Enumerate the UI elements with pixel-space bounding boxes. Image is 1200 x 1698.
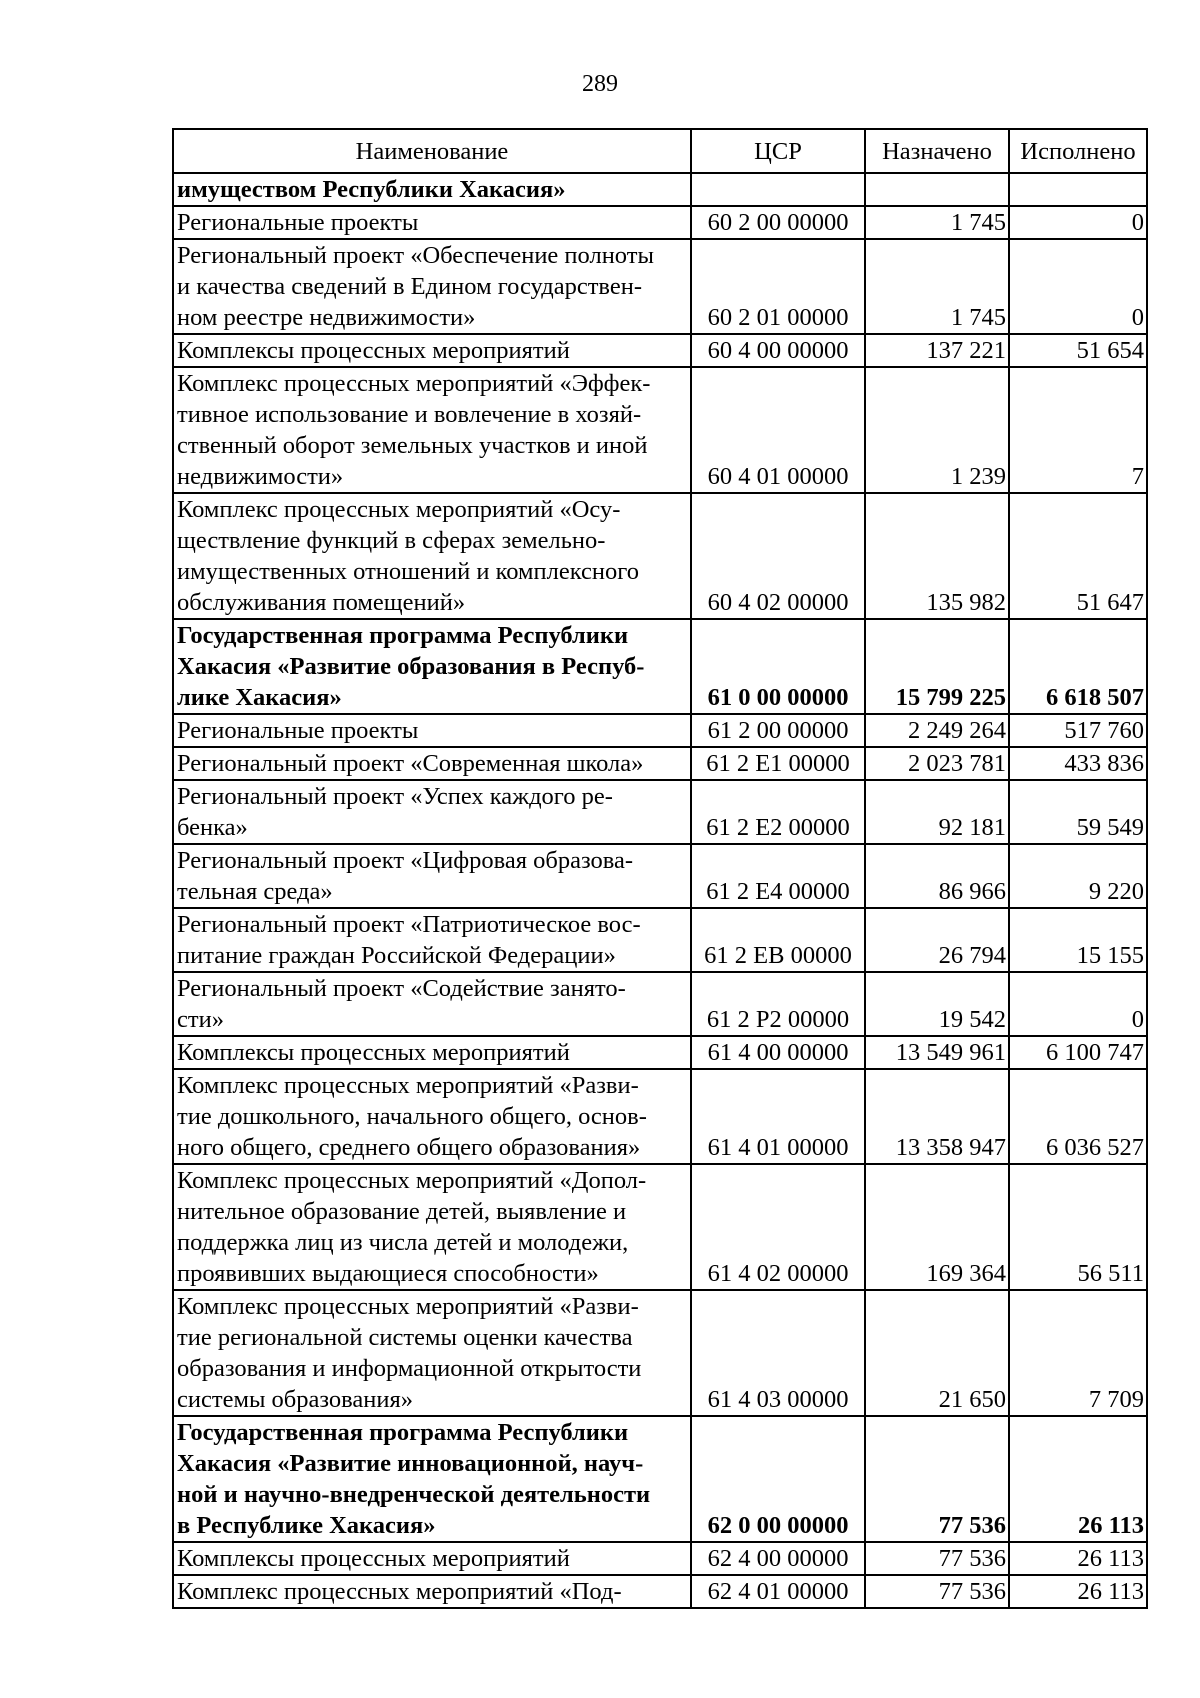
cell-csr: 60 2 00 00000 — [691, 206, 865, 239]
cell-csr: 62 4 01 00000 — [691, 1575, 865, 1608]
cell-name: Региональный проект «Цифровая образова- тельная среда» — [173, 844, 691, 908]
cell-assigned: 1 745 — [865, 206, 1009, 239]
cell-csr: 60 4 02 00000 — [691, 493, 865, 619]
cell-executed: 0 — [1009, 972, 1147, 1036]
cell-name: Комплексы процессных мероприятий — [173, 334, 691, 367]
cell-assigned: 26 794 — [865, 908, 1009, 972]
cell-name: Государственная программа Республики Хакасия «Развитие инновационной, науч- ной и научно-внедренческой деятельности в Республике Хакасия» — [173, 1416, 691, 1542]
cell-csr: 61 2 E1 00000 — [691, 747, 865, 780]
table-body — [173, 173, 1147, 1608]
cell-csr: 60 4 00 00000 — [691, 334, 865, 367]
cell-name: Комплекс процессных мероприятий «Разви- тие дошкольного, начального общего, основ- ного общего, среднего общего образования» — [173, 1069, 691, 1164]
cell-executed: 51 647 — [1009, 493, 1147, 619]
table-row — [173, 1036, 1147, 1069]
cell-name: Комплексы процессных мероприятий — [173, 1036, 691, 1069]
cell-executed — [1009, 173, 1147, 206]
column-header-executed: Исполнено — [1009, 129, 1147, 173]
table-header — [173, 129, 1147, 173]
cell-executed: 9 220 — [1009, 844, 1147, 908]
table-row — [173, 1542, 1147, 1575]
cell-name: Региональный проект «Обеспечение полноты и качества сведений в Едином государствен- ном реестре недвижимости» — [173, 239, 691, 334]
cell-name: Комплекс процессных мероприятий «Допол- нительное образование детей, выявление и поддержка лиц из числа детей и молодежи, проявивших выдающиеся способности» — [173, 1164, 691, 1290]
cell-csr: 61 4 02 00000 — [691, 1164, 865, 1290]
cell-assigned: 19 542 — [865, 972, 1009, 1036]
cell-assigned: 21 650 — [865, 1290, 1009, 1416]
cell-name: Комплекс процессных мероприятий «Разви- тие региональной системы оценки качества образования и информационной открытости системы образования» — [173, 1290, 691, 1416]
cell-csr: 61 0 00 00000 — [691, 619, 865, 714]
table-row — [173, 1164, 1147, 1290]
cell-assigned: 135 982 — [865, 493, 1009, 619]
column-header-assigned: Назначено — [865, 129, 1009, 173]
table-row — [173, 1575, 1147, 1608]
cell-executed: 7 709 — [1009, 1290, 1147, 1416]
cell-csr: 61 2 P2 00000 — [691, 972, 865, 1036]
cell-executed: 26 113 — [1009, 1416, 1147, 1542]
page-number: 289 — [582, 71, 618, 97]
cell-executed: 6 618 507 — [1009, 619, 1147, 714]
cell-assigned — [865, 173, 1009, 206]
cell-executed: 51 654 — [1009, 334, 1147, 367]
cell-assigned: 137 221 — [865, 334, 1009, 367]
cell-assigned: 1 239 — [865, 367, 1009, 493]
table-row — [173, 173, 1147, 206]
table-row — [173, 1290, 1147, 1416]
table-row — [173, 1416, 1147, 1542]
table-row — [173, 619, 1147, 714]
cell-csr: 62 4 00 00000 — [691, 1542, 865, 1575]
cell-name: Комплексы процессных мероприятий — [173, 1542, 691, 1575]
cell-name: Государственная программа Республики Хакасия «Развитие образования в Респуб- лике Хакасия» — [173, 619, 691, 714]
cell-assigned: 1 745 — [865, 239, 1009, 334]
table-row — [173, 367, 1147, 493]
table-row — [173, 334, 1147, 367]
cell-executed: 0 — [1009, 206, 1147, 239]
table-row — [173, 239, 1147, 334]
table-row — [173, 493, 1147, 619]
cell-name: имуществом Республики Хакасия» — [173, 173, 691, 206]
cell-assigned: 13 549 961 — [865, 1036, 1009, 1069]
cell-executed: 15 155 — [1009, 908, 1147, 972]
cell-assigned: 92 181 — [865, 780, 1009, 844]
cell-executed: 433 836 — [1009, 747, 1147, 780]
cell-csr: 62 0 00 00000 — [691, 1416, 865, 1542]
cell-name: Региональный проект «Современная школа» — [173, 747, 691, 780]
cell-assigned: 2 023 781 — [865, 747, 1009, 780]
cell-executed: 7 — [1009, 367, 1147, 493]
cell-name: Региональные проекты — [173, 206, 691, 239]
cell-executed: 6 036 527 — [1009, 1069, 1147, 1164]
cell-name: Региональный проект «Патриотическое вос- питание граждан Российской Федерации» — [173, 908, 691, 972]
cell-assigned: 77 536 — [865, 1542, 1009, 1575]
cell-executed: 59 549 — [1009, 780, 1147, 844]
cell-name: Региональные проекты — [173, 714, 691, 747]
table-row — [173, 844, 1147, 908]
table-row — [173, 972, 1147, 1036]
cell-csr: 61 2 E4 00000 — [691, 844, 865, 908]
cell-name: Региональный проект «Содействие занято- сти» — [173, 972, 691, 1036]
cell-assigned: 15 799 225 — [865, 619, 1009, 714]
cell-csr: 60 4 01 00000 — [691, 367, 865, 493]
cell-assigned: 2 249 264 — [865, 714, 1009, 747]
cell-csr: 61 2 00 00000 — [691, 714, 865, 747]
table-row — [173, 908, 1147, 972]
cell-executed: 517 760 — [1009, 714, 1147, 747]
cell-executed: 26 113 — [1009, 1575, 1147, 1608]
cell-csr: 61 2 EB 00000 — [691, 908, 865, 972]
cell-csr: 60 2 01 00000 — [691, 239, 865, 334]
cell-name: Комплекс процессных мероприятий «Под- — [173, 1575, 691, 1608]
table-row — [173, 747, 1147, 780]
cell-csr: 61 4 00 00000 — [691, 1036, 865, 1069]
cell-assigned: 13 358 947 — [865, 1069, 1009, 1164]
header-row — [173, 129, 1147, 173]
cell-executed: 56 511 — [1009, 1164, 1147, 1290]
column-header-csr: ЦСР — [691, 129, 865, 173]
cell-csr: 61 2 E2 00000 — [691, 780, 865, 844]
cell-name: Комплекс процессных мероприятий «Осу- ществление функций в сферах земельно- имущественных отношений и комплексного обслуживания помещений» — [173, 493, 691, 619]
cell-name: Комплекс процессных мероприятий «Эффек- тивное использование и вовлечение в хозяй- ственный оборот земельных участков и иной недвижимости» — [173, 367, 691, 493]
cell-csr — [691, 173, 865, 206]
budget-table — [172, 128, 1148, 1609]
cell-assigned: 77 536 — [865, 1416, 1009, 1542]
cell-csr: 61 4 03 00000 — [691, 1290, 865, 1416]
cell-executed: 6 100 747 — [1009, 1036, 1147, 1069]
cell-assigned: 77 536 — [865, 1575, 1009, 1608]
column-header-name: Наименование — [173, 129, 691, 173]
table-row — [173, 780, 1147, 844]
table-row — [173, 206, 1147, 239]
cell-assigned: 169 364 — [865, 1164, 1009, 1290]
table-row — [173, 714, 1147, 747]
cell-executed: 26 113 — [1009, 1542, 1147, 1575]
cell-executed: 0 — [1009, 239, 1147, 334]
cell-csr: 61 4 01 00000 — [691, 1069, 865, 1164]
cell-name: Региональный проект «Успех каждого ре- бенка» — [173, 780, 691, 844]
cell-assigned: 86 966 — [865, 844, 1009, 908]
table-row — [173, 1069, 1147, 1164]
